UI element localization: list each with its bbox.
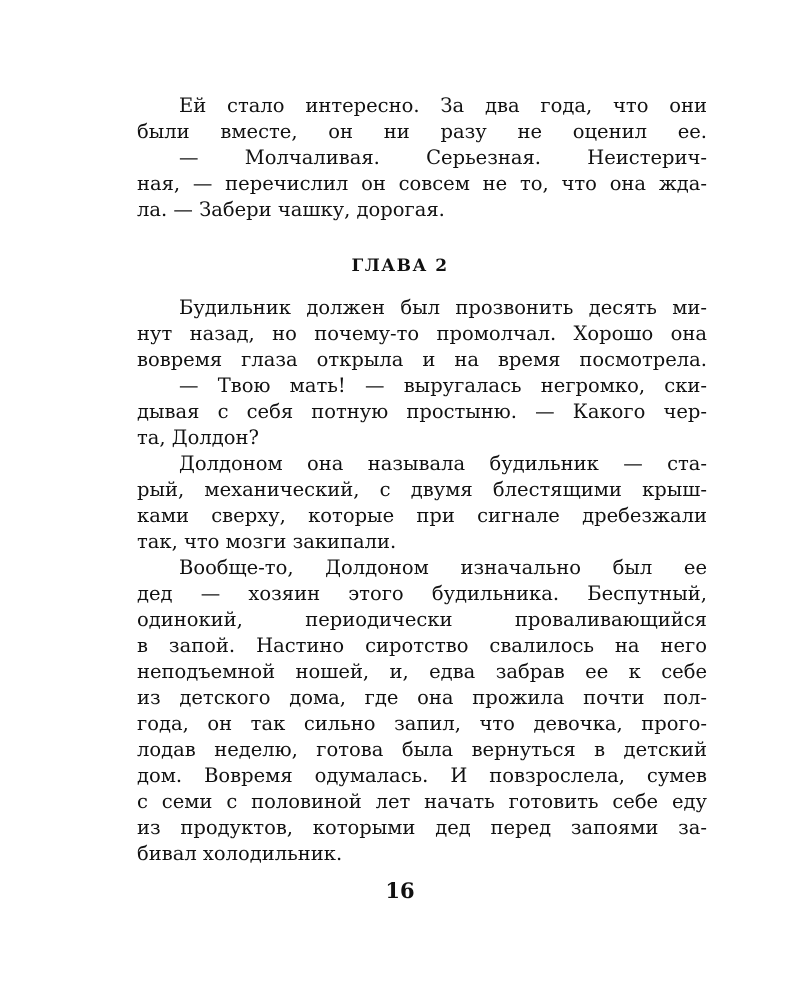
text-line: дед — хозяин этого будильника. Беспутный, <box>137 582 707 605</box>
text-line: года, он так сильно запил, что девочка, прого- <box>137 712 707 735</box>
text-line: Долдоном она называла будильник — ста- <box>179 452 707 475</box>
text-line: были вместе, он ни разу не оценил ее. <box>137 120 707 143</box>
top-text-block <box>137 93 707 223</box>
text-line: Будильник должен был прозвонить десять ми- <box>179 296 707 319</box>
text-line: Ей стало интересно. За два года, что они <box>179 94 707 117</box>
text-line: с семи с половиной лет начать готовить себе еду <box>137 790 707 813</box>
text-line: так, что мозги закипали. <box>137 530 397 553</box>
text-line: из детского дома, где она прожила почти пол- <box>137 686 707 709</box>
chapter-text-block <box>137 295 707 867</box>
text-line: рый, механический, с двумя блестящими крыш- <box>137 478 707 501</box>
text-line: та, Долдон? <box>137 426 259 449</box>
text-line: бивал холодильник. <box>137 842 343 865</box>
text-line: — Молчаливая. Серьезная. Неистерич- <box>179 146 707 169</box>
text-line: ла. — Забери чашку, дорогая. <box>137 198 445 221</box>
text-line: ная, — перечислил он совсем не то, что она жда- <box>137 172 707 195</box>
text-line: неподъемной ношей, и, едва забрав ее к себе <box>137 660 707 683</box>
text-line: — Твою мать! — выругалась негромко, ски- <box>179 374 707 397</box>
text-line: ками сверху, которые при сигнале дребезжали <box>137 504 707 527</box>
text-line: дывая с себя потную простыню. — Какого чер- <box>137 400 707 423</box>
text-line: Вообще-то, Долдоном изначально был ее <box>179 556 707 579</box>
chapter-heading: ГЛАВА 2 <box>351 256 449 276</box>
text-line: лодав неделю, готова была вернуться в детский <box>137 738 707 761</box>
text-line: дом. Вовремя одумалась. И повзрослела, сумев <box>137 764 707 787</box>
text-line: нут назад, но почему-то промолчал. Хорошо она <box>137 322 707 345</box>
text-line: из продуктов, которыми дед перед запоями за- <box>137 816 707 839</box>
text-line: вовремя глаза открыла и на время посмотрела. <box>137 348 707 371</box>
text-line: одинокий, периодически проваливающийся <box>137 608 707 631</box>
page-number: 16 <box>385 878 415 903</box>
text-line: в запой. Настино сиротство свалилось на него <box>137 634 707 657</box>
